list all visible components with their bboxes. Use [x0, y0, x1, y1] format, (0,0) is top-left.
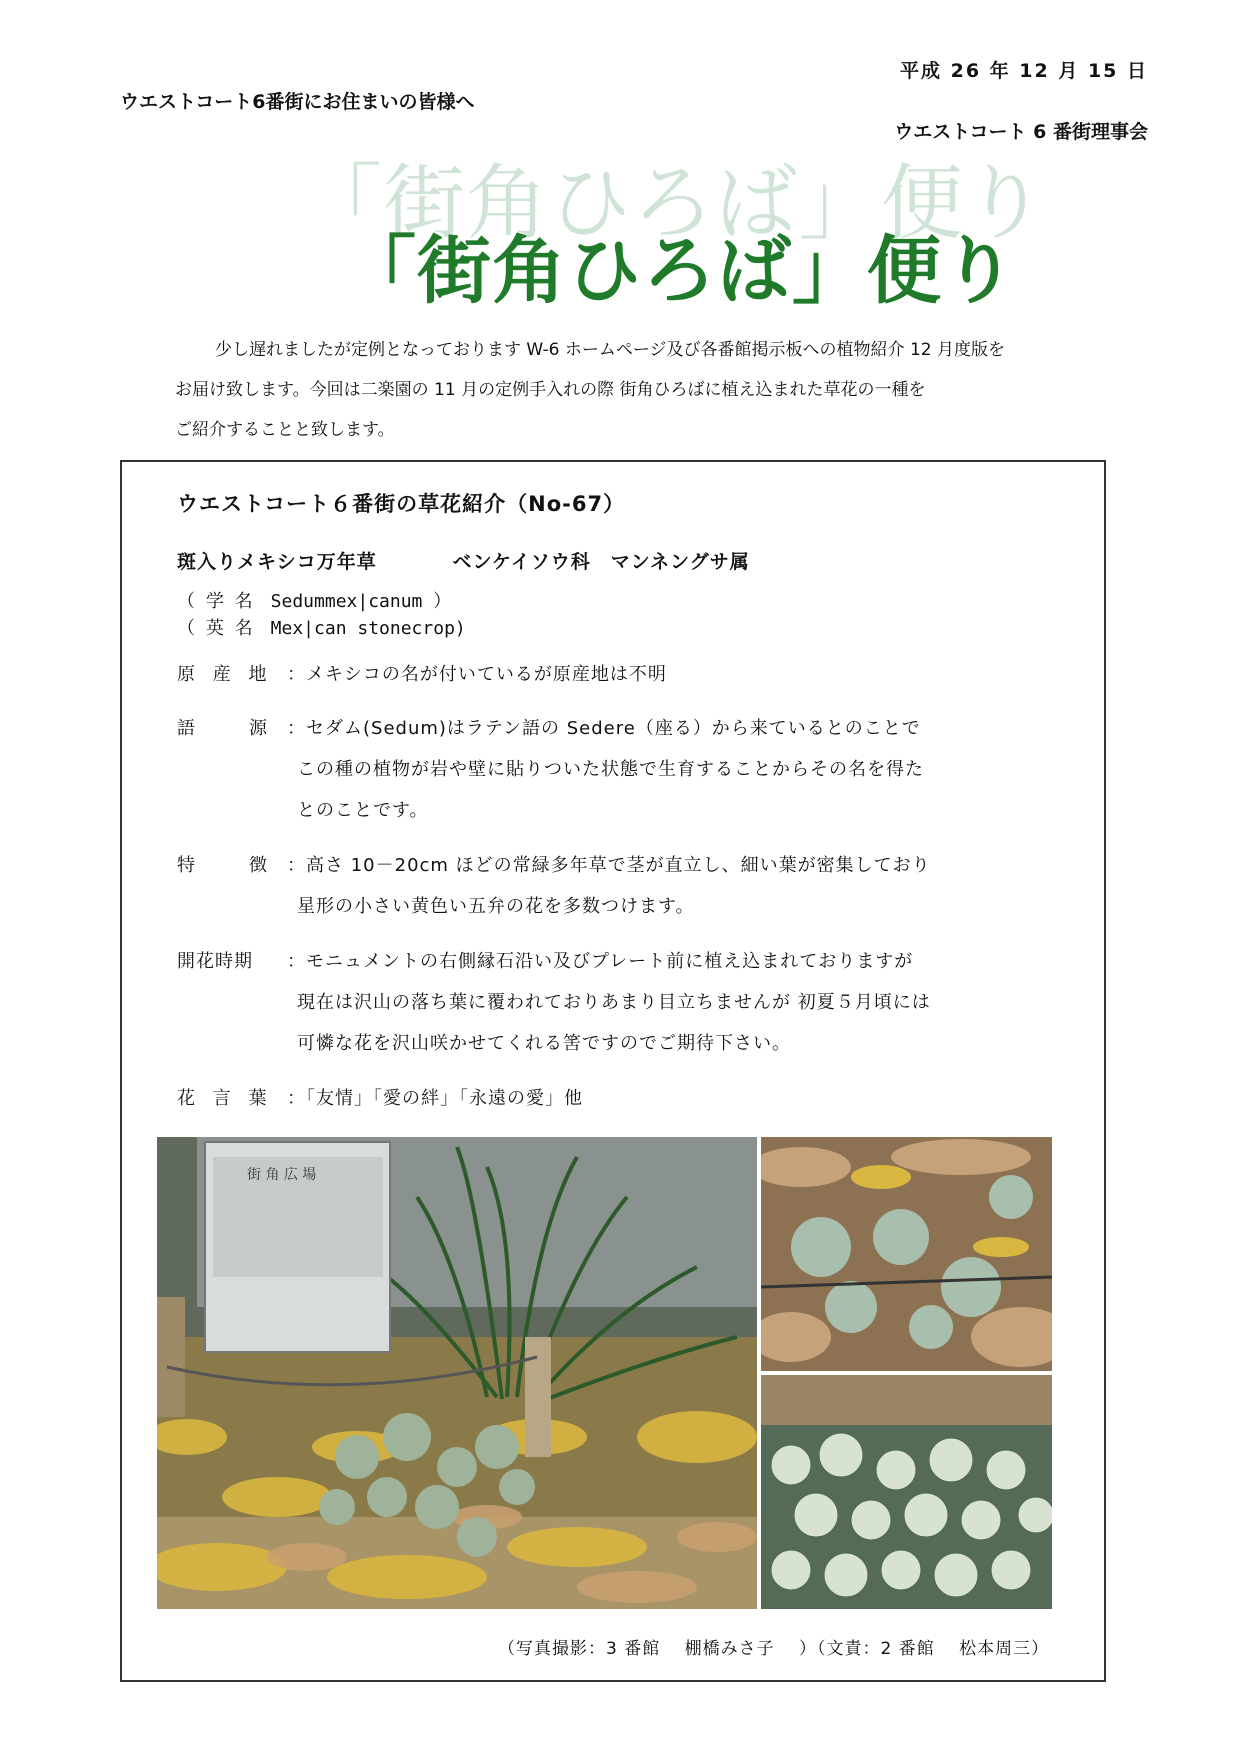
bloom-line: ：モニュメントの右側縁石沿い及びプレート前に植え込まれておりますが — [287, 951, 914, 972]
garden-photo-image — [157, 1137, 757, 1609]
intro-line: お届け致します。今回は二楽園の 11 月の定例手入れの際 街角ひろばに植え込まれた草花の一種を — [175, 380, 926, 400]
sedum-leaves-image — [761, 1137, 1052, 1371]
photo-sedum-closeup — [761, 1375, 1052, 1609]
sedum-closeup-image — [761, 1375, 1052, 1609]
origin-label: 原 産 地 — [177, 664, 273, 685]
page-title: 「街角ひろば」便り — [342, 228, 1017, 314]
intro-paragraph — [175, 330, 1095, 450]
issue-date: 平成 26 年 12 月 15 日 — [899, 60, 1148, 82]
english-name: （ 英 名 Mex|can stonecrop) — [177, 618, 466, 639]
plant-name: 斑入りメキシコ万年草 — [177, 551, 377, 573]
flower-words-label: 花 言 葉 — [177, 1088, 273, 1109]
etymology-label: 語 源 — [177, 718, 273, 739]
intro-line: 少し遅れましたが定例となっております W-6 ホームページ及び各番館掲示板への植物紹介 12 月度版を — [215, 340, 1005, 360]
plant-name-line — [177, 547, 750, 574]
photo-credit: （写真撮影：3 番館 棚橋みさ子 ）（文責：2 番館 松本周三） — [498, 1639, 1050, 1659]
bloom-line: 現在は沢山の落ち葉に覆われておりあまり目立ちませんが 初夏５月頃には — [297, 992, 931, 1013]
photo-sedum-leaves — [761, 1137, 1052, 1371]
scientific-name: （ 学 名 Sedummex|canum ） — [177, 591, 452, 612]
features-row — [177, 845, 931, 927]
features-line: ：高さ 10－20cm ほどの常緑多年草で茎が直立し、細い葉が密集しており — [287, 855, 931, 876]
origin-row — [177, 654, 667, 695]
bloom-line: 可憐な花を沢山咲かせてくれる筈ですのでご期待下さい。 — [297, 1033, 791, 1054]
etymology-line: この種の植物が岩や壁に貼りついた状態で生育することからその名を得た — [297, 759, 924, 780]
etymology-row — [177, 708, 924, 831]
bloom-row — [177, 941, 931, 1064]
sign-text: 街 角 広 場 — [247, 1167, 317, 1183]
bloom-label: 開花時期 — [177, 951, 253, 972]
plant-family: ベンケイソウ科 マンネングサ属 — [452, 551, 750, 573]
origin-text: ：メキシコの名が付いているが原産地は不明 — [287, 664, 667, 685]
features-label: 特 徴 — [177, 855, 273, 876]
plant-names — [177, 588, 466, 642]
flower-words-text: ：「友情」「愛の絆」「永遠の愛」他 — [287, 1088, 583, 1109]
sender: ウエストコート 6 番街理事会 — [894, 121, 1148, 143]
intro-line: ご紹介することと致します。 — [175, 420, 395, 440]
title-shadow: 「街角ひろば」便り — [300, 156, 1048, 251]
features-line: 星形の小さい黄色い五弁の花を多数つけます。 — [297, 896, 695, 917]
flower-words-row — [177, 1078, 583, 1119]
etymology-line: ：セダム(Sedum)はラテン語の Sedere（座る）から来ているとのことで — [287, 718, 921, 739]
section-title: ウエストコート６番街の草花紹介（No-67） — [177, 492, 626, 516]
photo-garden-sign — [157, 1137, 757, 1609]
addressee: ウエストコート6番街にお住まいの皆様へ — [120, 91, 475, 113]
photo-collage — [157, 1137, 1052, 1609]
etymology-line: とのことです。 — [297, 800, 429, 821]
